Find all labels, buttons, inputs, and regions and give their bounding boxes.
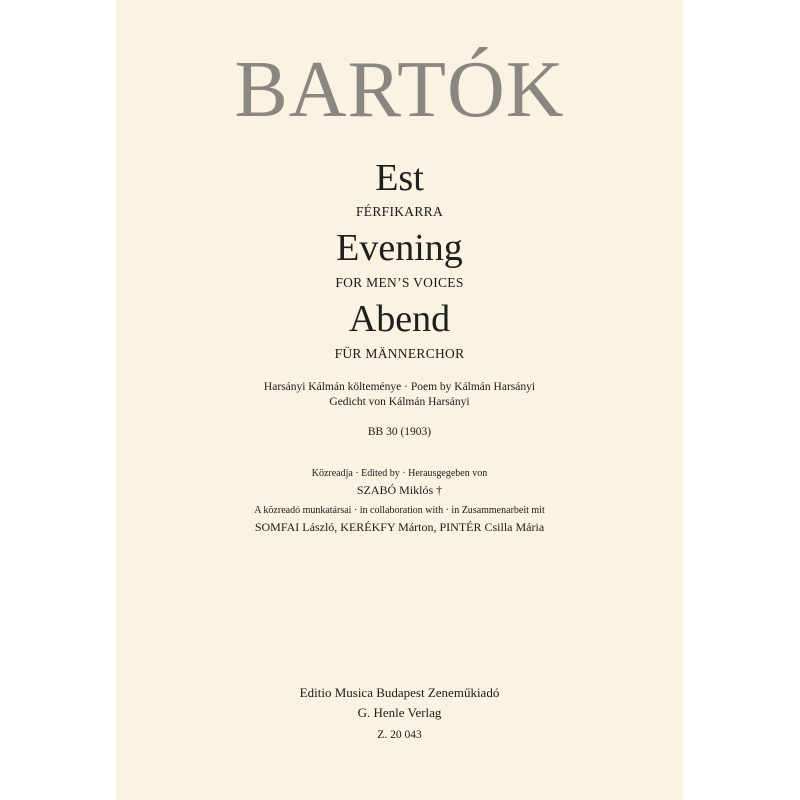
score-cover xyxy=(116,0,683,800)
subtitle-german: FÜR MÄNNERCHOR xyxy=(334,346,465,361)
subtitle-hungarian: FÉRFIKARRA xyxy=(355,204,444,219)
poem-credit-line1: Harsányi Kálmán költeménye · Poem by Kálmán Harsányi xyxy=(263,381,536,393)
subtitle-english: FOR MEN’S VOICES xyxy=(335,275,464,290)
collaboration-label: A közreadó munkatársai · in collaboration with · in Zusammenarbeit mit xyxy=(254,505,545,516)
poem-credit-line2: Gedicht von Kálmán Harsányi xyxy=(329,396,470,408)
publication-number: Z. 20 043 xyxy=(377,729,422,741)
catalog-number: BB 30 (1903) xyxy=(367,426,432,438)
title-german: Abend xyxy=(348,298,451,340)
publisher-line1: Editio Musica Budapest Zeneműkiadó xyxy=(299,685,500,700)
editor-name: SZABÓ Miklós † xyxy=(356,483,443,497)
title-english: Evening xyxy=(336,227,463,269)
publisher-line2: G. Henle Verlag xyxy=(357,705,442,720)
title-hungarian: Est xyxy=(375,157,424,199)
composer-name: BARTÓK xyxy=(234,46,565,134)
collaborators: SOMFAI László, KERÉKFY Márton, PINTÉR Csilla Mária xyxy=(254,520,545,534)
edited-by-label: Közreadja · Edited by · Herausgegeben von xyxy=(311,468,488,479)
